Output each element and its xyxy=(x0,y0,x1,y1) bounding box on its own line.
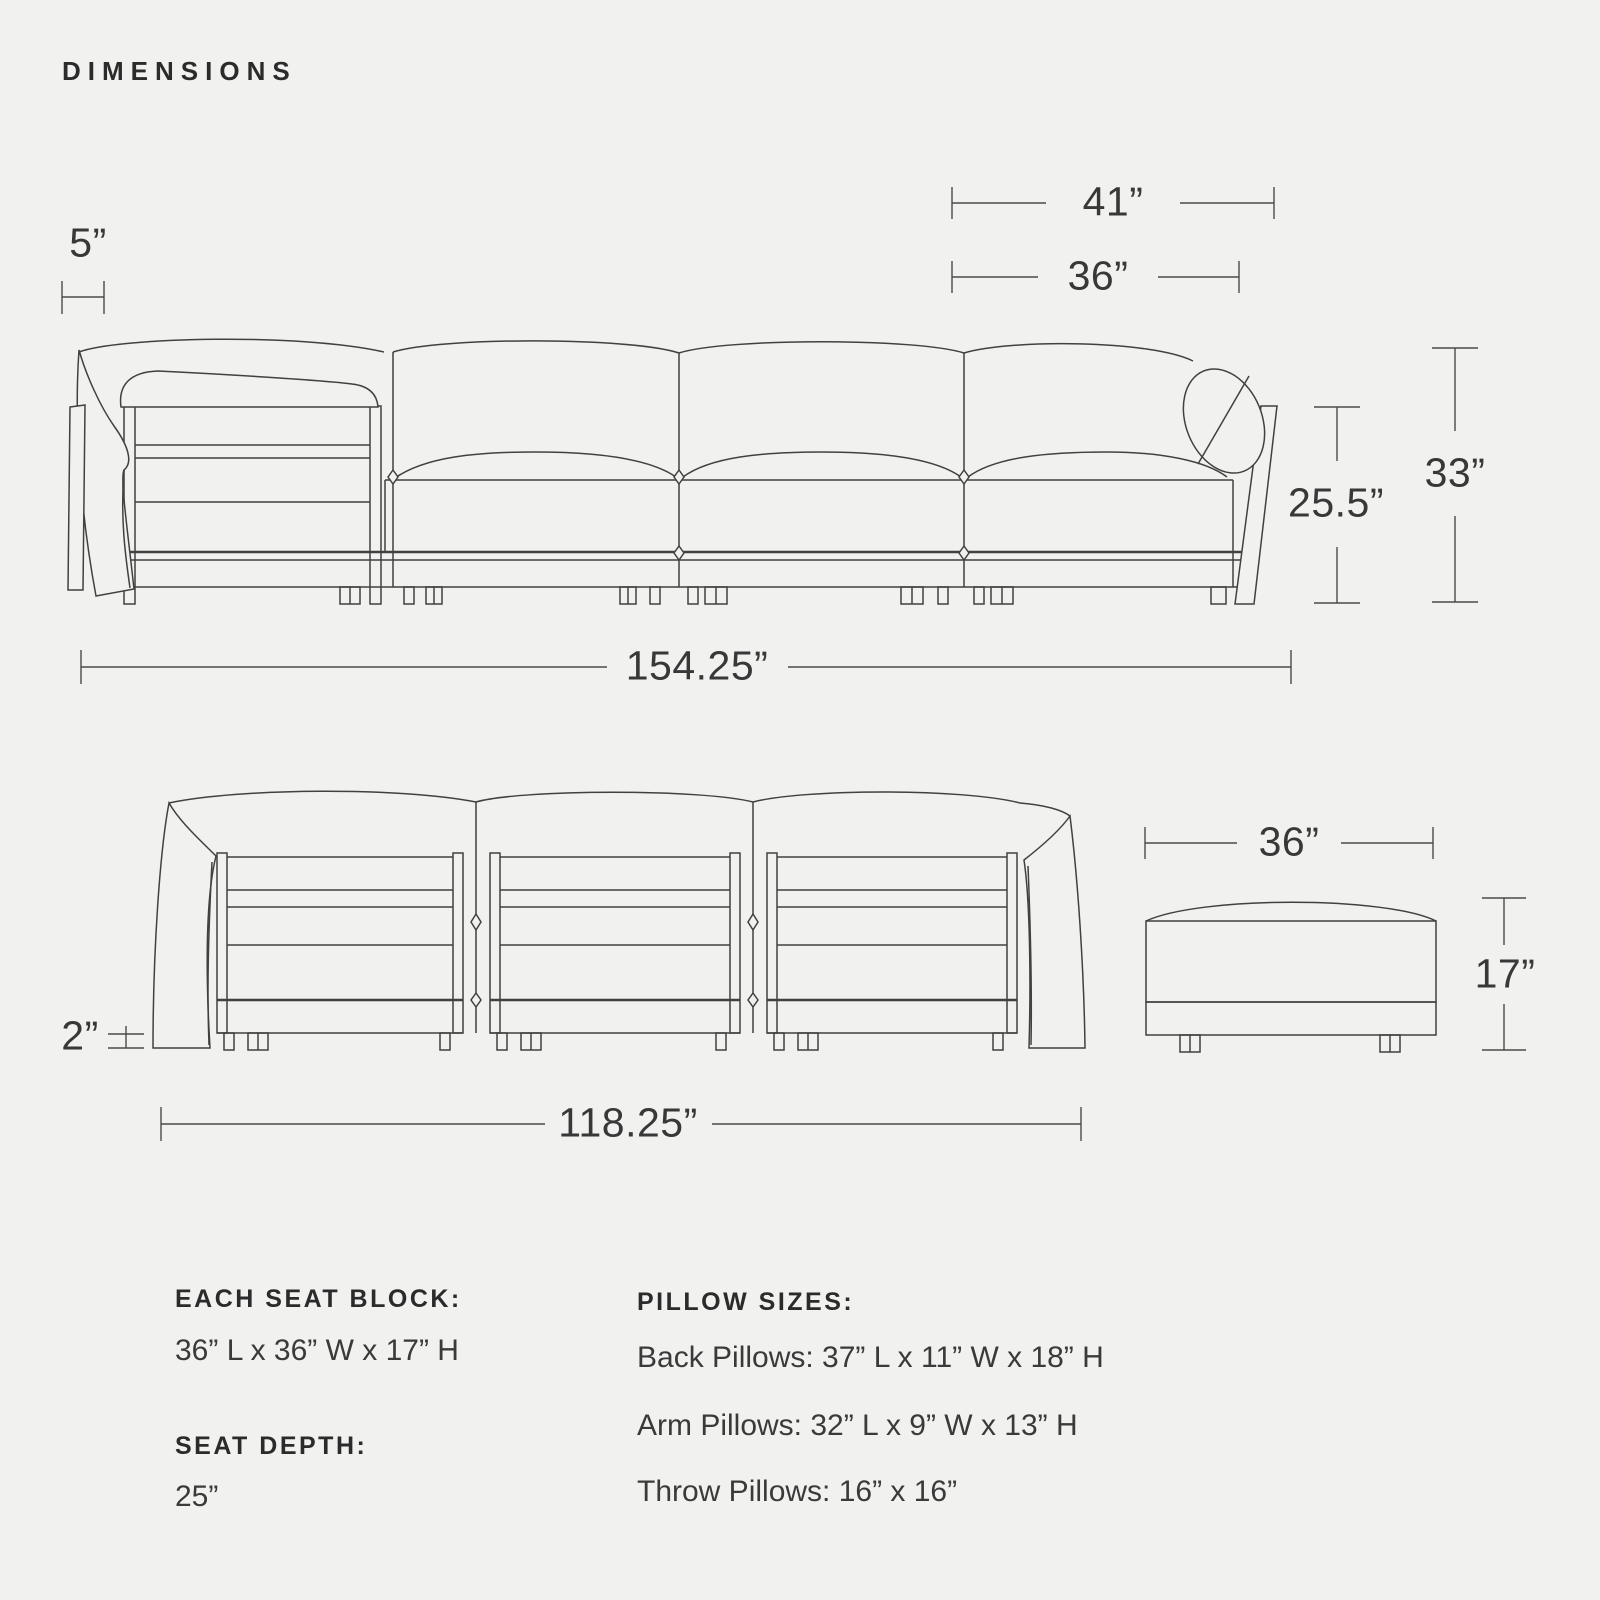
dim-label-ottoman-width: 36” xyxy=(1258,818,1320,865)
pillow-arm-value: Arm Pillows: 32” L x 9” W x 13” H xyxy=(637,1409,1078,1442)
dim-label-ottoman-height: 17” xyxy=(1474,950,1536,997)
dim-label-overall-height: 33” xyxy=(1424,449,1486,496)
dim-label-back-height: 25.5” xyxy=(1288,479,1384,526)
back-frame-module-1 xyxy=(217,853,463,1033)
front-legs xyxy=(340,587,1226,604)
seat-depth-value: 25” xyxy=(175,1480,219,1513)
left-arm-panel xyxy=(68,405,85,590)
pillow-throw-value: Throw Pillows: 16” x 16” xyxy=(637,1475,958,1508)
seat-depth-heading: SEAT DEPTH: xyxy=(175,1432,368,1460)
corner-roll-cushion xyxy=(121,371,378,407)
dim-label-arm-width: 5” xyxy=(69,219,107,266)
dim-label-end-module-width: 41” xyxy=(1082,178,1144,225)
seat-block-value: 36” L x 36” W x 17” H xyxy=(175,1334,459,1367)
corner-frame xyxy=(124,406,381,604)
back-frame-module-2 xyxy=(490,853,740,1033)
dim-label-overall-length: 154.25” xyxy=(625,642,769,689)
seat-block-heading: EACH SEAT BLOCK: xyxy=(175,1285,462,1313)
dim-label-seat-module-width: 36” xyxy=(1067,252,1129,299)
pillow-back-value: Back Pillows: 37” L x 11” W x 18” H xyxy=(637,1341,1104,1374)
dim-label-back-length: 118.25” xyxy=(558,1099,698,1146)
page-title: DIMENSIONS xyxy=(62,56,297,86)
back-left-arm xyxy=(153,803,216,1048)
front-view-drawing xyxy=(68,339,1279,604)
ottoman-drawing xyxy=(1146,902,1436,1052)
back-view-drawing xyxy=(153,791,1085,1050)
dim-label-leg-height: 2” xyxy=(61,1012,99,1059)
pillow-sizes-heading: PILLOW SIZES: xyxy=(637,1288,855,1316)
back-right-arm xyxy=(1024,816,1085,1048)
dimension-lines xyxy=(62,187,1526,1141)
back-legs xyxy=(224,1033,1003,1050)
back-frame-module-3 xyxy=(767,853,1017,1033)
